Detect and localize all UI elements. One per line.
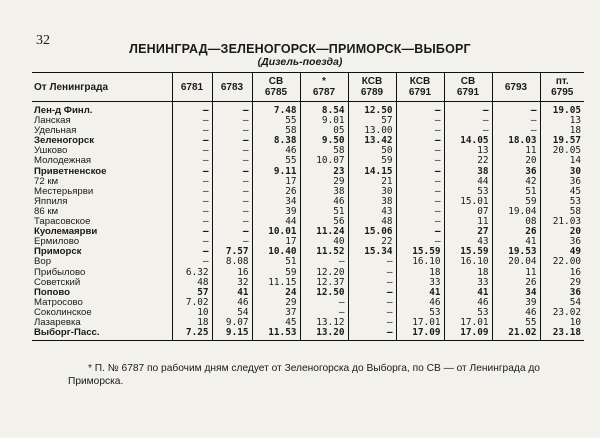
departure-time: 26 [492,227,540,237]
departure-time: — [172,167,212,177]
departure-time: 38 [300,187,348,197]
departure-time: — [444,116,492,126]
departure-time: 7.48 [252,102,300,117]
departure-time: 14 [540,156,584,166]
departure-time: 11.53 [252,328,300,341]
departure-time: — [396,146,444,156]
station-name: Куолемаярви [34,226,98,238]
departure-time: 17.09 [396,328,444,341]
departure-time: — [396,217,444,227]
departure-time: 7.25 [172,328,212,341]
departure-time: — [172,126,212,136]
departure-time: 23 [300,167,348,177]
departure-time: 21 [348,177,396,187]
train-number: 6795 [551,87,574,98]
departure-time: 51 [300,207,348,217]
departure-time: — [212,207,252,217]
departure-time: 26 [252,187,300,197]
departure-time: 11 [492,268,540,278]
timetable-row [32,177,584,187]
departure-time: 12.20 [300,268,348,278]
departure-time: 9.01 [300,116,348,126]
departure-time: 13.20 [300,328,348,341]
departure-time: 19.05 [540,102,584,117]
departure-time: 20 [492,156,540,166]
station-name: 86 км [34,205,59,217]
departure-time: — [396,227,444,237]
departure-time: 19.53 [492,247,540,257]
station-name: Вор [34,256,52,268]
departure-time: 34 [252,197,300,207]
departure-time: — [300,298,348,308]
timetable-row [32,217,584,227]
departure-time: 39 [252,207,300,217]
page-title: ЛЕНИНГРАД—ЗЕЛЕНОГОРСК—ПРИМОРСК—ВЫБОРГ [129,42,471,56]
departure-time: 45 [540,187,584,197]
departure-time: — [396,197,444,207]
timetable-row [32,298,584,308]
departure-time: — [348,278,396,288]
departure-time: 10.40 [252,247,300,257]
departure-time: 29 [300,177,348,187]
station-name: Выборг-Пасс. [32,328,172,341]
departure-time: — [212,146,252,156]
departure-time: — [348,268,396,278]
train-column-header [396,73,444,102]
departure-time: 18 [172,318,212,328]
station-column-header: От Ленинграда [32,73,172,102]
departure-time: — [348,288,396,298]
train-category: СВ [460,76,476,87]
train-column-header [300,73,348,102]
station-name: Молодежная [34,155,92,167]
departure-time: — [172,177,212,187]
station-name: Попово [34,286,71,298]
departure-time: — [396,116,444,126]
departure-time: 33 [444,278,492,288]
departure-time: 16 [540,268,584,278]
departure-time: — [396,156,444,166]
departure-time: 23.02 [540,308,584,318]
station-name: Удельная [34,125,77,137]
departure-time: — [396,136,444,146]
station-name: 72 км [34,175,59,187]
departure-time: — [172,187,212,197]
departure-time: — [212,187,252,197]
departure-time: 24 [252,288,300,298]
departure-time: — [212,227,252,237]
footnote: * П. № 6787 по рабочим дням следует от Зеленогорска до Выборга, по СВ — от Ленинграда до Приморска. [68,363,540,387]
departure-time: 59 [252,268,300,278]
train-category: КСВ [409,76,431,87]
departure-time: — [348,298,396,308]
departure-time: — [212,197,252,207]
departure-time: — [172,156,212,166]
timetable-row [32,278,584,288]
station-name: Ланская [34,115,71,127]
timetable-body [32,102,584,341]
departure-time: 48 [172,278,212,288]
departure-time: 44 [252,217,300,227]
departure-time: 48 [348,217,396,227]
station-name: Приветненское [34,165,107,177]
departure-time: 18 [396,268,444,278]
departure-time: — [492,116,540,126]
departure-time: — [172,116,212,126]
departure-time: 13.12 [300,318,348,328]
departure-time: 55 [252,156,300,166]
station-name: Прибылово [34,266,86,278]
train-column-header [252,73,300,102]
timetable-row [32,126,584,136]
train-category: КСВ [361,76,383,87]
departure-time: 57 [172,288,212,298]
departure-time: 53 [444,308,492,318]
train-column-header [540,73,584,102]
departure-time: 12.50 [348,102,396,117]
departure-time: 43 [444,237,492,247]
departure-time: 14.05 [444,136,492,146]
departure-time: 58 [540,207,584,217]
station-name: Яппиля [34,195,68,207]
departure-time: 16.10 [396,257,444,267]
departure-time: 11 [444,217,492,227]
departure-time: 11.24 [300,227,348,237]
departure-time: 17.01 [444,318,492,328]
departure-time: 13.00 [348,126,396,136]
departure-time: 22 [348,237,396,247]
departure-time: 57 [348,116,396,126]
station-name: Лазаревка [34,316,81,328]
departure-time: 8.38 [252,136,300,146]
timetable-row [32,318,584,328]
departure-time: 38 [348,197,396,207]
page-subtitle: (Дизель-поезда) [257,56,343,68]
train-column-header [172,73,212,102]
departure-time: 55 [252,116,300,126]
departure-time: 20.05 [540,146,584,156]
departure-time: — [212,102,252,117]
departure-time: — [396,126,444,136]
departure-time: — [172,227,212,237]
departure-time: 17.01 [396,318,444,328]
departure-time: 46 [252,146,300,156]
departure-time: — [172,102,212,117]
departure-time: 58 [300,146,348,156]
departure-time: — [212,126,252,136]
departure-time: 37 [252,308,300,318]
departure-time: 16.10 [444,257,492,267]
departure-time: 21.02 [492,328,540,341]
departure-time: 07 [444,207,492,217]
departure-time: 50 [348,146,396,156]
departure-time: 14.15 [348,167,396,177]
train-number: 6785 [264,87,288,98]
train-number: 6783 [220,81,244,93]
departure-time: 12.50 [300,288,348,298]
departure-time: — [212,116,252,126]
departure-time: 17.09 [444,328,492,341]
departure-time: — [396,102,444,117]
departure-time: 15.34 [348,247,396,257]
station-name: Советский [34,276,81,288]
timetable-row [32,227,584,237]
departure-time: — [212,237,252,247]
departure-time: — [172,136,212,146]
page-number: 32 [36,33,50,48]
departure-time: 32 [212,278,252,288]
departure-time: 20.04 [492,257,540,267]
departure-time: 8.08 [212,257,252,267]
departure-time: 42 [492,177,540,187]
departure-time: 53 [396,308,444,318]
departure-time: — [300,308,348,318]
departure-time: 54 [212,308,252,318]
departure-time: 40 [300,237,348,247]
departure-time: 12.37 [300,278,348,288]
departure-time: — [396,177,444,187]
departure-time: 51 [492,187,540,197]
departure-time: 11.15 [252,278,300,288]
departure-time: 43 [348,207,396,217]
timetable-row [32,102,584,117]
departure-time: — [348,318,396,328]
station-name: Местерьярви [34,185,94,197]
departure-time: — [348,257,396,267]
timetable-header [32,73,584,102]
departure-time: 9.07 [212,318,252,328]
departure-time: 13 [444,146,492,156]
timetable-row [32,268,584,278]
departure-time: 10.01 [252,227,300,237]
departure-time: 9.15 [212,328,252,341]
departure-time: 7.02 [172,298,212,308]
departure-time: 45 [252,318,300,328]
departure-time: 41 [492,237,540,247]
departure-time: 20 [540,227,584,237]
departure-time: — [172,197,212,207]
train-column-header [212,73,252,102]
departure-time: 51 [252,257,300,267]
departure-time: — [172,247,212,257]
departure-time: 59 [492,197,540,207]
departure-time: 38 [444,167,492,177]
departure-time: 15.06 [348,227,396,237]
departure-time: 46 [492,308,540,318]
train-number: 6789 [360,87,384,98]
departure-time: 13 [540,116,584,126]
departure-time: 46 [444,298,492,308]
train-number: 6791 [456,87,480,98]
departure-time: — [348,328,396,341]
departure-time: 23.18 [540,328,584,341]
departure-time: 39 [492,298,540,308]
timetable-row [32,257,584,267]
departure-time: 05 [300,126,348,136]
departure-time: — [212,177,252,187]
departure-time: — [212,167,252,177]
departure-time: 54 [540,298,584,308]
departure-time: 58 [252,126,300,136]
departure-time: 19.57 [540,136,584,146]
station-name: Ермилово [34,236,80,248]
departure-time: 41 [444,288,492,298]
departure-time: 36 [540,237,584,247]
departure-time: 11 [492,146,540,156]
departure-time: 15.59 [396,247,444,257]
departure-time: 18.03 [492,136,540,146]
station-name: Матросово [34,296,83,308]
departure-time: 30 [540,167,584,177]
departure-time: 9.50 [300,136,348,146]
departure-time: — [212,156,252,166]
departure-time: 29 [252,298,300,308]
station-name: Лен-д Финл. [34,105,93,116]
departure-time: 8.54 [300,102,348,117]
departure-time: 49 [540,247,584,257]
timetable-row [32,247,584,257]
departure-time: 30 [348,187,396,197]
timetable-row [32,167,584,177]
timetable-row [32,197,584,207]
departure-time: 36 [540,177,584,187]
departure-time: 9.11 [252,167,300,177]
timetable-row [32,187,584,197]
station-name: Тарасовское [34,216,91,228]
departure-time: 17 [252,177,300,187]
timetable-row [32,288,584,298]
departure-time: — [396,167,444,177]
timetable-row [32,308,584,318]
timetable-row [32,207,584,217]
train-number: 6787 [312,87,336,98]
train-number: 6791 [408,87,432,98]
departure-time: 44 [444,177,492,187]
timetable [32,72,584,341]
departure-time: — [172,237,212,247]
train-category: пт. [555,76,569,87]
departure-time: 6.32 [172,268,212,278]
departure-time: — [172,257,212,267]
departure-time: 21.03 [540,217,584,227]
station-name: Приморск [34,246,82,258]
departure-time: 11.52 [300,247,348,257]
departure-time: 46 [396,298,444,308]
departure-time: 15.01 [444,197,492,207]
departure-time: 46 [212,298,252,308]
timetable-row [32,146,584,156]
departure-time: — [212,217,252,227]
departure-time: 36 [540,288,584,298]
train-column-header [492,73,540,102]
departure-time: — [396,207,444,217]
departure-time: 22 [444,156,492,166]
timetable-row [32,328,584,341]
departure-time: 22.00 [540,257,584,267]
train-number: 6793 [504,81,528,93]
departure-time: 18 [444,268,492,278]
departure-time: 26 [492,278,540,288]
departure-time: 16 [212,268,252,278]
departure-time: 13.42 [348,136,396,146]
departure-time: 41 [212,288,252,298]
departure-time: 17 [252,237,300,247]
departure-time: 41 [396,288,444,298]
departure-time: 36 [492,167,540,177]
departure-time: — [444,102,492,117]
departure-time: 08 [492,217,540,227]
departure-time: — [396,187,444,197]
train-column-header [348,73,396,102]
train-column-header [444,73,492,102]
station-name: Ушково [34,145,68,157]
departure-time: — [172,207,212,217]
departure-time: 10 [540,318,584,328]
departure-time: 19.04 [492,207,540,217]
departure-time: 18 [540,126,584,136]
departure-time: 10.07 [300,156,348,166]
departure-time: 10 [172,308,212,318]
timetable-row [32,116,584,126]
departure-time: 27 [444,227,492,237]
departure-time: 7.57 [212,247,252,257]
departure-time: — [172,217,212,227]
departure-time: 46 [300,197,348,207]
departure-time: — [396,237,444,247]
departure-time: — [212,136,252,146]
departure-time: 53 [444,187,492,197]
train-category: * [322,76,326,87]
station-name: Зеленогорск [34,135,95,147]
departure-time: 59 [348,156,396,166]
timetable-row [32,237,584,247]
timetable-row [32,136,584,146]
departure-time: — [492,126,540,136]
train-category: СВ [268,76,284,87]
departure-time: — [300,257,348,267]
departure-time: 33 [396,278,444,288]
departure-time: 55 [492,318,540,328]
train-number: 6781 [180,81,204,93]
departure-time: 29 [540,278,584,288]
departure-time: — [492,102,540,117]
departure-time: — [348,308,396,318]
departure-time: 56 [300,217,348,227]
departure-time: 15.59 [444,247,492,257]
departure-time: 34 [492,288,540,298]
departure-time: 53 [540,197,584,207]
station-name: Соколинское [34,306,92,318]
departure-time: — [444,126,492,136]
timetable-row [32,156,584,166]
departure-time: — [172,146,212,156]
